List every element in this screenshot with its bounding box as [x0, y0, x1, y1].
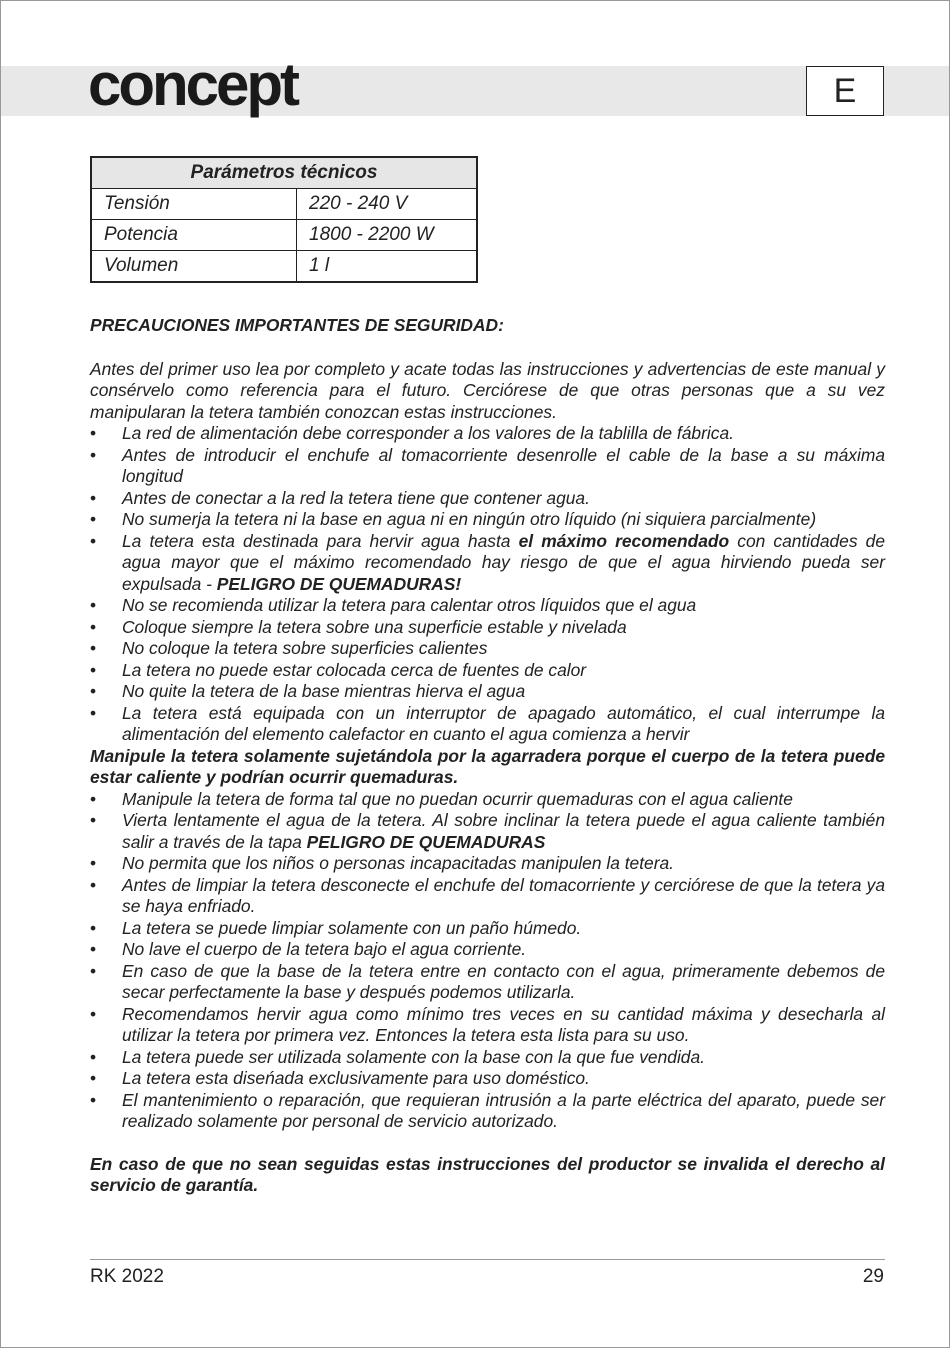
- list-item-text: Vierta lentamente el agua de la tetera. Al sobre inclinar la tetera puede el agua caliente también salir a través de la tapa: [122, 810, 885, 852]
- precautions-list: [90, 423, 885, 746]
- handle-warning: Manipule la tetera solamente sujetándola por la agarradera porque el cuerpo de la tetera puede estar caliente y podrían ocurrir quemaduras.: [90, 745, 885, 787]
- emphasis-text: el máximo recomendado: [518, 530, 730, 551]
- table-row: [91, 189, 477, 220]
- warranty-notice: En caso de que no sean seguidas estas instrucciones del productor se invalida el derecho al servicio de garantía.: [90, 1153, 885, 1195]
- footer-model: RK 2022: [90, 1266, 164, 1287]
- list-item: • Antes de introducir el enchufe al tomacorriente desenrolle el cable de la base a su máxima longitud: [90, 445, 885, 488]
- list-item: • Manipule la tetera de forma tal que no puedan ocurrir quemaduras con el agua caliente: [90, 789, 885, 811]
- burn-danger-warning: PELIGRO DE QUEMADURAS: [306, 831, 546, 852]
- page-number: 29: [862, 1266, 884, 1287]
- list-item: • La tetera puede ser utilizada solamente con la base con la que fue vendida.: [90, 1047, 885, 1069]
- list-item-text: con cantidades de agua mayor que el máximo recomendado hay riesgo de que el agua hirviendo pueda ser expulsada -: [122, 530, 885, 594]
- table-row: [91, 251, 477, 283]
- burn-danger-warning: PELIGRO DE QUEMADURAS!: [216, 573, 462, 594]
- brand-logo: concept: [88, 51, 298, 118]
- spec-value: 220 - 240 V: [297, 189, 478, 220]
- list-item: • Antes de conectar a la red la tetera tiene que contener agua.: [90, 488, 885, 510]
- spec-label: Potencia: [91, 220, 297, 251]
- list-item: [90, 531, 885, 596]
- safety-section: [90, 315, 885, 1214]
- spec-value: 1 l: [309, 255, 330, 276]
- spec-value: 1800 - 2200 W: [297, 220, 478, 251]
- spec-label: Tensión: [91, 189, 297, 220]
- list-item: • Antes de limpiar la tetera desconecte el enchufe del tomacorriente y cerciórese de que la tetera ya se haya enfriado.: [90, 875, 885, 918]
- list-item: • La tetera no puede estar colocada cerca de fuentes de calor: [90, 660, 885, 682]
- list-item: • No permita que los niños o personas incapacitadas manipulen la tetera.: [90, 853, 885, 875]
- spec-label: Volumen: [91, 251, 297, 283]
- list-item: • El mantenimiento o reparación, que requieran intrusión a la parte eléctrica del aparato, puede ser realizado solamente por personal de servicio autorizado.: [90, 1090, 885, 1133]
- footer-divider: [90, 1259, 885, 1260]
- list-item: • La tetera se puede limpiar solamente con un paño húmedo.: [90, 918, 885, 940]
- intro-paragraph: Antes del primer uso lea por completo y acate todas las instrucciones y advertencias de este manual y consérvelo como referencia para el futuro. Cerciórese de que otras personas que a su vez manipularan la tetera también conozcan estas instrucciones.: [90, 358, 885, 422]
- section-heading: PRECAUCIONES IMPORTANTES DE SEGURIDAD:: [90, 315, 504, 335]
- language-code-box: E: [806, 66, 884, 116]
- list-item: • Coloque siempre la tetera sobre una superficie estable y nivelada: [90, 617, 885, 639]
- list-item: • No quite la tetera de la base mientras hierva el agua: [90, 681, 885, 703]
- list-item: • La red de alimentación debe corresponder a los valores de la tablilla de fábrica.: [90, 423, 885, 445]
- list-item: • No sumerja la tetera ni la base en agua ni en ningún otro líquido (ni siquiera parcialmente): [90, 509, 885, 531]
- list-item: • No se recomienda utilizar la tetera para calentar otros líquidos que el agua: [90, 595, 885, 617]
- list-item: [90, 810, 885, 853]
- list-item: • En caso de que la base de la tetera entre en contacto con el agua, primeramente debemos de secar perfectamente la base y después podemos utilizarla.: [90, 961, 885, 1004]
- list-item: • La tetera está equipada con un interruptor de apagado automático, el cual interrumpe la alimentación del elemento calefactor en cuanto el agua comienza a hervir: [90, 703, 885, 746]
- precautions-list: [90, 789, 885, 1133]
- list-item: • No coloque la tetera sobre superficies calientes: [90, 638, 885, 660]
- list-item-text: La tetera esta destinada para hervir agua hasta: [122, 530, 519, 551]
- list-item: • La tetera esta diseńada exclusivamente para uso doméstico.: [90, 1068, 885, 1090]
- list-item: • No lave el cuerpo de la tetera bajo el agua corriente.: [90, 939, 885, 961]
- technical-parameters-table: [90, 156, 478, 283]
- list-item: • Recomendamos hervir agua como mínimo tres veces en su cantidad máxima y desecharla al utilizar la tetera por primera vez. Entonces la tetera esta lista para su uso.: [90, 1004, 885, 1047]
- table-row: [91, 220, 477, 251]
- table-title: Parámetros técnicos: [91, 157, 477, 189]
